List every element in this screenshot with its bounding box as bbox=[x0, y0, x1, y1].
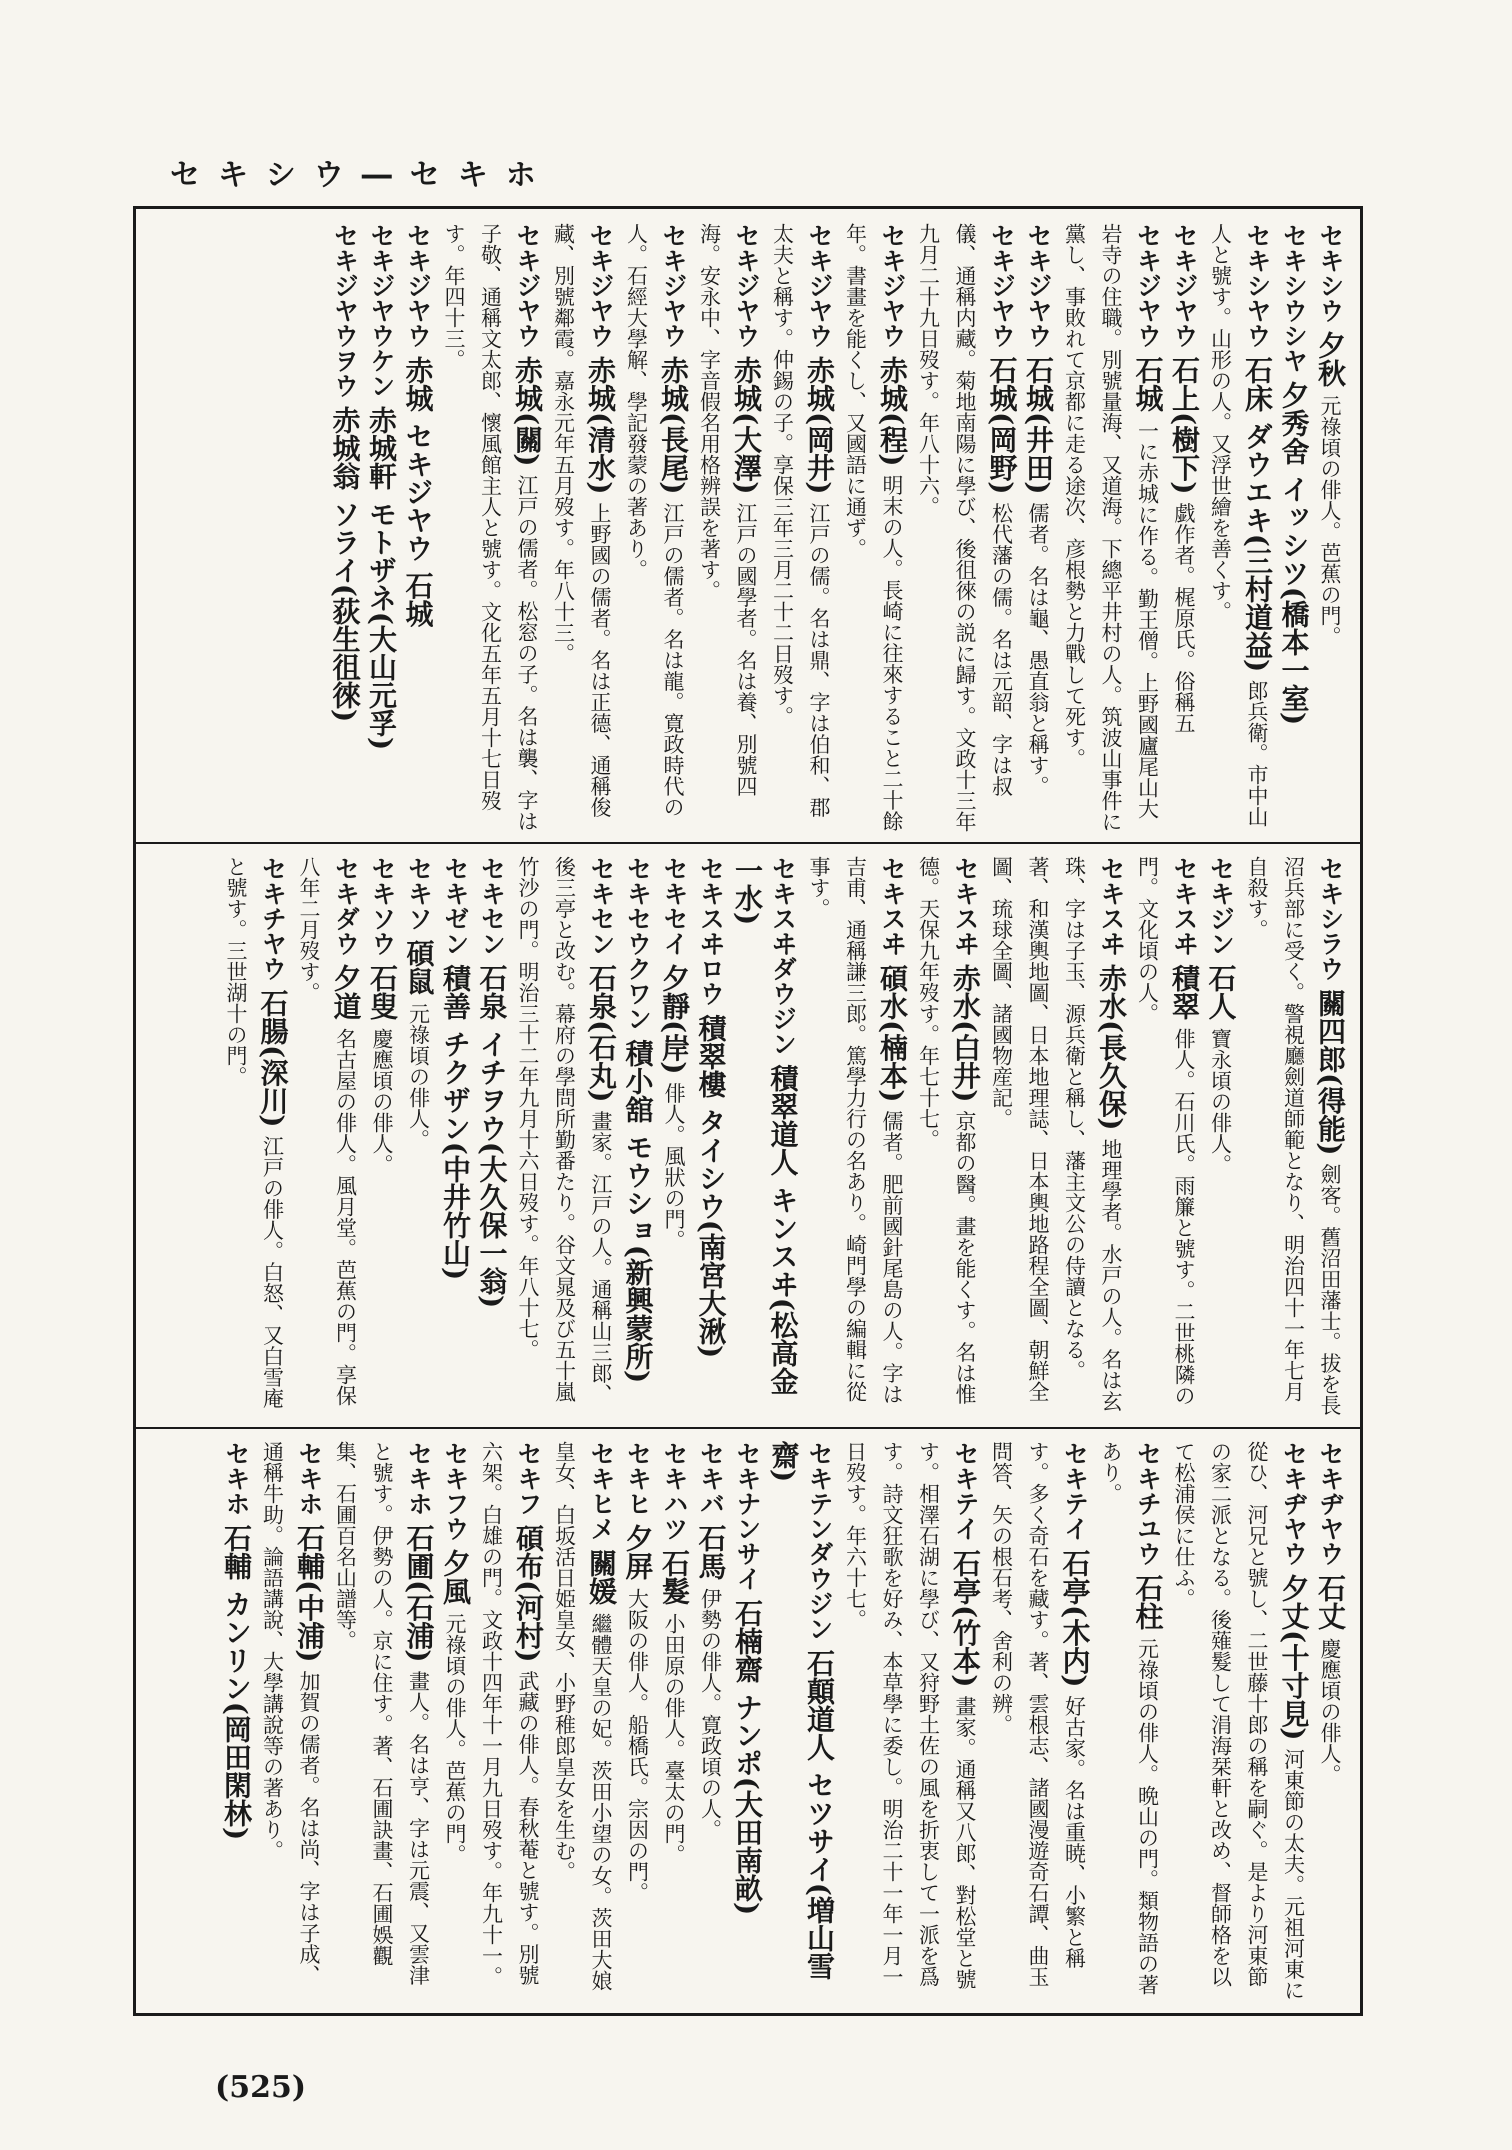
entry-headword: 石腸(深川) bbox=[256, 989, 290, 1128]
dictionary-entry bbox=[619, 1441, 656, 2003]
entry-description: 上野國の儒者。名は正德、通稱俊藏、別號鄰霞。嘉永元年五月歿す。年八十三。 bbox=[551, 223, 612, 818]
entry-description: 江戸の儒者。名は龍。寛政時代の人。石經大學解、學記發蒙の著あり。 bbox=[624, 223, 685, 818]
entry-description: 京都の醫。畫を能くす。名は惟德。天保九年歿す。年七十七。 bbox=[916, 856, 977, 1405]
entry-description: 江戸の俳人。白怒、又白雪庵と號す。三世湖十の門。 bbox=[224, 856, 285, 1409]
entry-description: 儒者。名は龜、愚直翁と稱す。 bbox=[1026, 502, 1050, 797]
entries-column-group bbox=[136, 209, 1360, 842]
entry-kana-reading: セキシヤウ bbox=[1243, 223, 1272, 348]
dictionary-entry bbox=[1312, 1441, 1349, 2003]
entry-kana-reading: セキダウ bbox=[331, 856, 361, 956]
dictionary-entry bbox=[400, 856, 437, 1417]
entry-kana-reading: セキゼン bbox=[441, 856, 470, 956]
entry-headword: 積翠 bbox=[1168, 964, 1201, 1020]
entry-headword: 石泉 イチヲウ(大久保一翁) bbox=[475, 964, 509, 1309]
entry-headword: 石城 bbox=[1131, 356, 1165, 412]
dictionary-entry bbox=[473, 1441, 546, 2003]
entry-headword: 石床 ダウエキ(三村道益) bbox=[1241, 356, 1274, 673]
entry-kana-reading: セキジヤウ bbox=[987, 223, 1017, 348]
dictionary-entry bbox=[801, 856, 911, 1417]
dictionary-entry bbox=[729, 856, 801, 1417]
entry-headword: 赤城(關) bbox=[511, 356, 544, 467]
entry-description: 江戸の國學者。名は養、別號四海。安永中、字音假名用格辨誤を著す。 bbox=[697, 223, 758, 797]
dictionary-entry bbox=[363, 223, 400, 832]
entry-kana-reading: セキソウ bbox=[368, 856, 397, 956]
dictionary-entry bbox=[473, 856, 510, 1417]
entry-description: 元祿頃の俳人。晩山の門。類物語の著あり。 bbox=[1099, 1441, 1160, 1995]
entry-headword: 石輔 カンリン(岡田閑林) bbox=[220, 1524, 253, 1841]
dictionary-entry bbox=[729, 1441, 766, 2003]
entry-headword: 夕風 bbox=[439, 1549, 472, 1605]
entry-description: 伊勢の俳人。寛政頃の人。 bbox=[698, 1588, 723, 1840]
entry-headword: 赤城(岡井) bbox=[803, 356, 836, 495]
dictionary-entry bbox=[437, 856, 474, 1417]
entry-kana-reading: セキジヤウ bbox=[1170, 223, 1199, 348]
page-number: (525) bbox=[215, 2070, 307, 2105]
dictionary-entry bbox=[1020, 223, 1057, 832]
entry-description: 寶永頃の俳人。 bbox=[1208, 1028, 1233, 1175]
dictionary-entry bbox=[1275, 223, 1312, 832]
entry-kana-reading: セキハツ bbox=[660, 1441, 689, 1541]
entry-description: 劍客。舊沼田藩士。拔を長沼兵部に受く。警視廳劍道師範となり、明治四十一年七月自殺す。 bbox=[1245, 856, 1342, 1416]
dictionary-entry bbox=[510, 856, 620, 1417]
dictionary-entry bbox=[765, 1441, 837, 2003]
entries-column-group bbox=[136, 1427, 1360, 2013]
dictionary-entry bbox=[691, 223, 764, 832]
dictionary-entry bbox=[983, 856, 1129, 1417]
entry-headword: 石顛道人 セツサイ(増山雪齋) bbox=[767, 1441, 836, 1980]
entry-kana-reading: セキヂヤウ bbox=[1316, 1441, 1345, 1566]
entry-description: 俳人。石川氏。雨簾と號す。二世桃隣の門。文化頃の人。 bbox=[1135, 856, 1196, 1406]
dictionary-entry bbox=[910, 223, 1020, 832]
entry-headword: 石圃(石浦) bbox=[402, 1524, 436, 1663]
dictionary-entry bbox=[1166, 223, 1203, 832]
entry-kana-reading: セキヂヤウ bbox=[1279, 1441, 1309, 1566]
entry-kana-reading: セキジヤウ bbox=[586, 223, 615, 348]
entry-kana-reading: セキスヰダウジン bbox=[768, 856, 798, 1056]
entry-headword: 石楠齋 ナンポ(大田南畝) bbox=[731, 1599, 764, 1916]
dictionary-entry bbox=[218, 856, 291, 1417]
entry-headword: 石叟 bbox=[366, 964, 399, 1020]
entry-kana-reading: セキフウ bbox=[441, 1441, 470, 1541]
dictionary-entry bbox=[1239, 856, 1349, 1417]
entry-kana-reading: セキジヤウ bbox=[659, 223, 688, 348]
entry-description: 名古屋の俳人。風月堂。芭蕉の門。享保八年二月歿す。 bbox=[297, 856, 358, 1406]
entry-kana-reading: セキホ bbox=[222, 1441, 251, 1516]
entries-band-bottom bbox=[136, 1427, 1360, 2013]
entry-description: 慶應頃の俳人。 bbox=[370, 1028, 394, 1175]
entry-headword: 赤水(長久保) bbox=[1095, 964, 1128, 1131]
entry-kana-reading: セキジヤウ bbox=[513, 223, 542, 348]
entry-description: 畫家。通稱又八郎、對松堂と號す。相澤石湖に學び、又狩野土佐の風を折衷して一派を爲す。詩文狂歌を好み、本草學に委し。明治二十一年一月一日歿す。年六十七。 bbox=[843, 1441, 977, 1990]
entry-kana-reading: セキホ bbox=[295, 1441, 324, 1516]
entry-headword: 赤城軒 モトザネ(大山元孚) bbox=[365, 406, 398, 751]
dictionary-entry bbox=[1093, 1441, 1166, 2003]
entry-headword: 石城(岡野) bbox=[985, 356, 1019, 495]
entry-kana-reading: セキジヤウ bbox=[1024, 223, 1053, 348]
entry-kana-reading: セキセイ bbox=[660, 856, 689, 956]
entry-headword: 赤城 セキジヤウ 石城 bbox=[401, 356, 435, 628]
dictionary-entry bbox=[437, 1441, 474, 2003]
entry-headword: 赤水(白井) bbox=[949, 964, 982, 1103]
entry-headword: 碩水(楠本) bbox=[876, 964, 909, 1103]
dictionary-entry bbox=[546, 1441, 619, 2003]
entry-kana-reading: セキジヤウ bbox=[1133, 223, 1163, 348]
dictionary-entry bbox=[692, 1441, 729, 2003]
entry-description: 河東節の太夫。元祖河東に從ひ、河兄と號し、二世藤十郎の稱を嗣ぐ。是より河東節の家二派となる。後薙髮して涓海栞軒と改め、督師格を以て松浦侯に仕ふ。 bbox=[1172, 1441, 1306, 2001]
entry-description: 武藏の俳人。春秋菴と號す。別號六架。白雄の門。文政十四年十一月九日歿す。年九十一。 bbox=[479, 1441, 540, 1987]
entry-headword: 石亭(竹本) bbox=[949, 1549, 982, 1688]
entry-headword: 石城(井田) bbox=[1022, 356, 1055, 495]
dictionary-entry bbox=[910, 856, 983, 1417]
entry-headword: 石輔(中浦) bbox=[293, 1524, 326, 1663]
entry-description: 地理學者。水戸の人。名は玄珠、字は子玉、源兵衛と稱し、藩主文公の侍讀となる。著、和漢輿地圖、日本地理誌、日本輿地路程全圖、朝鮮全圖、琉球全圖、諸國物産記。 bbox=[989, 856, 1123, 1412]
entry-headword: 關媛 bbox=[585, 1549, 618, 1605]
entry-headword: 石泉(石丸) bbox=[585, 964, 618, 1103]
entry-kana-reading: セキセウクワン bbox=[623, 856, 653, 1031]
entry-headword: 碩布(河村) bbox=[512, 1524, 545, 1663]
dictionary-entry bbox=[327, 1441, 437, 2003]
entry-headword: 赤城(清水) bbox=[584, 356, 617, 495]
dictionary-entry bbox=[692, 856, 729, 1417]
entry-description: 加賀の儒者。名は尚、字は子成、通稱牛助。論語講說、大學講說等の著あり。 bbox=[260, 1441, 321, 1986]
entry-kana-reading: セキバ bbox=[696, 1441, 726, 1516]
entry-kana-reading: セキスヰ bbox=[1170, 856, 1199, 956]
entry-headword: 夕屏 bbox=[621, 1524, 655, 1580]
entries-band-top bbox=[136, 209, 1360, 844]
entry-kana-reading: セキジヤウ bbox=[805, 223, 834, 348]
dictionary-entry bbox=[1202, 223, 1275, 832]
entry-headword: 石髮 bbox=[658, 1549, 691, 1605]
entry-description: 小田原の俳人。臺太の門。 bbox=[662, 1613, 686, 1865]
dictionary-entry bbox=[618, 223, 691, 832]
entry-kana-reading: セキシウシヤ bbox=[1279, 223, 1309, 373]
entry-kana-reading: セキジヤウ bbox=[403, 223, 433, 348]
entry-kana-reading: セキスヰロウ bbox=[696, 856, 726, 1006]
dictionary-entry bbox=[983, 1441, 1093, 2003]
entry-headword: 夕道 bbox=[329, 964, 363, 1020]
running-head: セキシウ―セキホ bbox=[170, 158, 554, 193]
entry-headword: 石柱 bbox=[1131, 1574, 1165, 1630]
entry-kana-reading: セキセン bbox=[587, 856, 616, 956]
entry-headword: 石馬 bbox=[694, 1524, 728, 1580]
entry-headword: 積善 チクザン(中井竹山) bbox=[439, 964, 472, 1281]
entry-description: 慶應頃の俳人。 bbox=[1318, 1638, 1342, 1785]
dictionary-entry bbox=[1056, 223, 1166, 832]
dictionary-entry bbox=[364, 856, 401, 1417]
entry-headword: 赤城翁 ソライ(荻生徂徠) bbox=[328, 406, 362, 723]
dictionary-entry bbox=[1312, 223, 1349, 832]
entry-description: 一に赤城に作る。勤王僧。上野國廬尾山大岩寺の住職。別號量海、又道海。下總平井村の人。筑波山事件に黨し、事敗れて京都に走る途次、彦根勢と力戰して死す。 bbox=[1062, 223, 1160, 832]
entry-description: 好古家。名は重暁、小繁と稱す。多く奇石を藏す。著、雲根志、諸國漫遊奇石譚、曲玉問答、矢の根石考、舍利の辨。 bbox=[989, 1441, 1087, 1987]
entry-headword: 赤城(長尾) bbox=[657, 356, 690, 495]
entry-description: 江戸の儒。名は鼎、字は伯和、郡太夫と稱す。仲錫の子。享保三年三月二十二日歿す。 bbox=[770, 223, 831, 818]
entry-description: 松代藩の儒。名は元韶、字は叔儀、通稱内藏。菊地南陽に學び、後徂徠の説に歸す。文政十三年九月二十九日歿す。年八十六。 bbox=[916, 223, 1014, 832]
entry-kana-reading: セキチユウ bbox=[1133, 1441, 1163, 1566]
entry-description: 江戸の儒者。松窓の子。名は襲、字は子敬、通稱文太郎、懷風館主人と號す。文化五年五月十七日歿す。年四十三。 bbox=[442, 223, 539, 832]
entry-kana-reading: セキセン bbox=[477, 856, 507, 956]
entry-kana-reading: セキスヰ bbox=[951, 856, 980, 956]
entry-description: 儒者。肥前國針尾島の人。字は吉甫、通稱謙三郎。篤學力行の名あり。崎門學の編輯に從事す。 bbox=[807, 856, 904, 1405]
entry-headword: 積翠道人 キンスヰ(松高金一水) bbox=[731, 856, 800, 1395]
entry-kana-reading: セキチヤウ bbox=[258, 856, 288, 981]
entry-headword: 積小舘 モウショ(新興蒙所) bbox=[621, 1039, 655, 1384]
entry-kana-reading: セキシウ bbox=[1316, 223, 1345, 323]
entry-description: 俳人。風狀の門。 bbox=[662, 1082, 686, 1251]
dictionary-entry bbox=[837, 223, 910, 832]
entry-kana-reading: セキテイ bbox=[1060, 1441, 1090, 1541]
dictionary-entry bbox=[837, 1441, 983, 2003]
entry-description: 明末の人。長崎に往來すること二十餘年。書畫を能くし、又國語に通ず。 bbox=[843, 223, 904, 832]
entry-headword: 石上(樹下) bbox=[1168, 356, 1201, 495]
dictionary-entry bbox=[291, 856, 364, 1417]
entry-headword: 赤城(程) bbox=[876, 356, 909, 467]
entries-column-group bbox=[136, 842, 1360, 1427]
dictionary-entry bbox=[254, 1441, 327, 2003]
entry-headword: 關四郎(得能) bbox=[1314, 989, 1347, 1156]
entry-kana-reading: セキフ bbox=[514, 1441, 543, 1516]
entry-headword: 石丈 bbox=[1314, 1574, 1347, 1630]
dictionary-entry bbox=[1202, 856, 1239, 1417]
entry-kana-reading: セキジヤウヲウ bbox=[330, 223, 360, 398]
entry-headword: 石亭(木内) bbox=[1058, 1549, 1092, 1688]
entry-kana-reading: セキテンダウジン bbox=[805, 1441, 834, 1641]
entries-band-middle bbox=[136, 842, 1360, 1429]
entry-kana-reading: セキシラウ bbox=[1316, 856, 1345, 981]
entry-kana-reading: セキホ bbox=[404, 1441, 434, 1516]
dictionary-entry bbox=[218, 1441, 255, 2003]
dictionary-entry bbox=[326, 223, 363, 832]
entry-description: 繼體天皇の妃。茨田小望の女。茨田大娘皇女、白坂活日姫皇女、小野稚郎皇女を生む。 bbox=[552, 1441, 613, 1991]
entry-kana-reading: セキスヰ bbox=[878, 856, 907, 956]
entry-headword: 積翠樓 タイシウ(南宮大湫) bbox=[694, 1014, 728, 1359]
entry-description: 戯作者。梶原氏。俗稱五 bbox=[1172, 502, 1196, 734]
dictionary-entry bbox=[436, 223, 546, 832]
entry-headword: 碩鼠 bbox=[402, 939, 436, 995]
entry-headword: 夕秀舍 イッシツ(橋本一室) bbox=[1277, 381, 1311, 726]
entry-kana-reading: セキジヤウケン bbox=[367, 223, 396, 398]
dictionary-entry bbox=[764, 223, 837, 832]
entry-headword: 夕丈(十寸見) bbox=[1277, 1574, 1311, 1741]
entry-kana-reading: セキソ bbox=[404, 856, 434, 931]
entry-kana-reading: セキジン bbox=[1206, 856, 1236, 956]
dictionary-entry bbox=[545, 223, 618, 832]
entry-description: 大阪の俳人。船橋氏。宗因の門。 bbox=[625, 1588, 650, 1903]
entry-description: 元祿頃の俳人。 bbox=[406, 1003, 431, 1150]
dictionary-entry bbox=[1166, 1441, 1312, 2003]
entry-kana-reading: セキテイ bbox=[951, 1441, 980, 1541]
entry-kana-reading: セキヒ bbox=[623, 1441, 653, 1516]
dictionary-entry bbox=[656, 1441, 693, 2003]
entry-description: 元祿頃の俳人。芭蕉の門。 bbox=[443, 1613, 467, 1865]
dictionary-entry bbox=[619, 856, 656, 1417]
dictionary-entry bbox=[656, 856, 693, 1417]
entry-kana-reading: セキナンサイ bbox=[733, 1441, 762, 1591]
entry-headword: 夕秋 bbox=[1314, 331, 1347, 387]
dictionary-page-frame bbox=[133, 206, 1363, 2016]
entry-headword: 赤城(大澤) bbox=[730, 356, 763, 495]
entry-kana-reading: セキジヤウ bbox=[878, 223, 907, 348]
entry-kana-reading: セキヒメ bbox=[587, 1441, 616, 1541]
entry-headword: 夕靜(岸) bbox=[658, 964, 691, 1075]
entry-description: 元祿頃の俳人。芭蕉の門。 bbox=[1318, 395, 1342, 647]
entry-description: 畫家。江戸の人。通稱山三郎、後三亭と改む。幕府の學問所勤番たり。谷文晁及び五十嵐竹沙の門。明治三十二年九月十六日歿す。年八十七。 bbox=[516, 856, 613, 1405]
entry-headword: 石人 bbox=[1204, 964, 1238, 1020]
entry-description: 畫人。名は亨、字は元震、又雲津と號す。伊勢の人。京に住す。著、石圃訣畫、石圃娛觀集、石圃百名山譜等。 bbox=[333, 1441, 431, 1986]
dictionary-entry bbox=[1129, 856, 1202, 1417]
dictionary-entry bbox=[399, 223, 436, 832]
entry-description: 郎兵衛。市中山人と號す。山形の人。又浮世繪を善くす。 bbox=[1208, 223, 1269, 828]
entry-kana-reading: セキスヰ bbox=[1097, 856, 1126, 956]
entry-kana-reading: セキジヤウ bbox=[732, 223, 761, 348]
